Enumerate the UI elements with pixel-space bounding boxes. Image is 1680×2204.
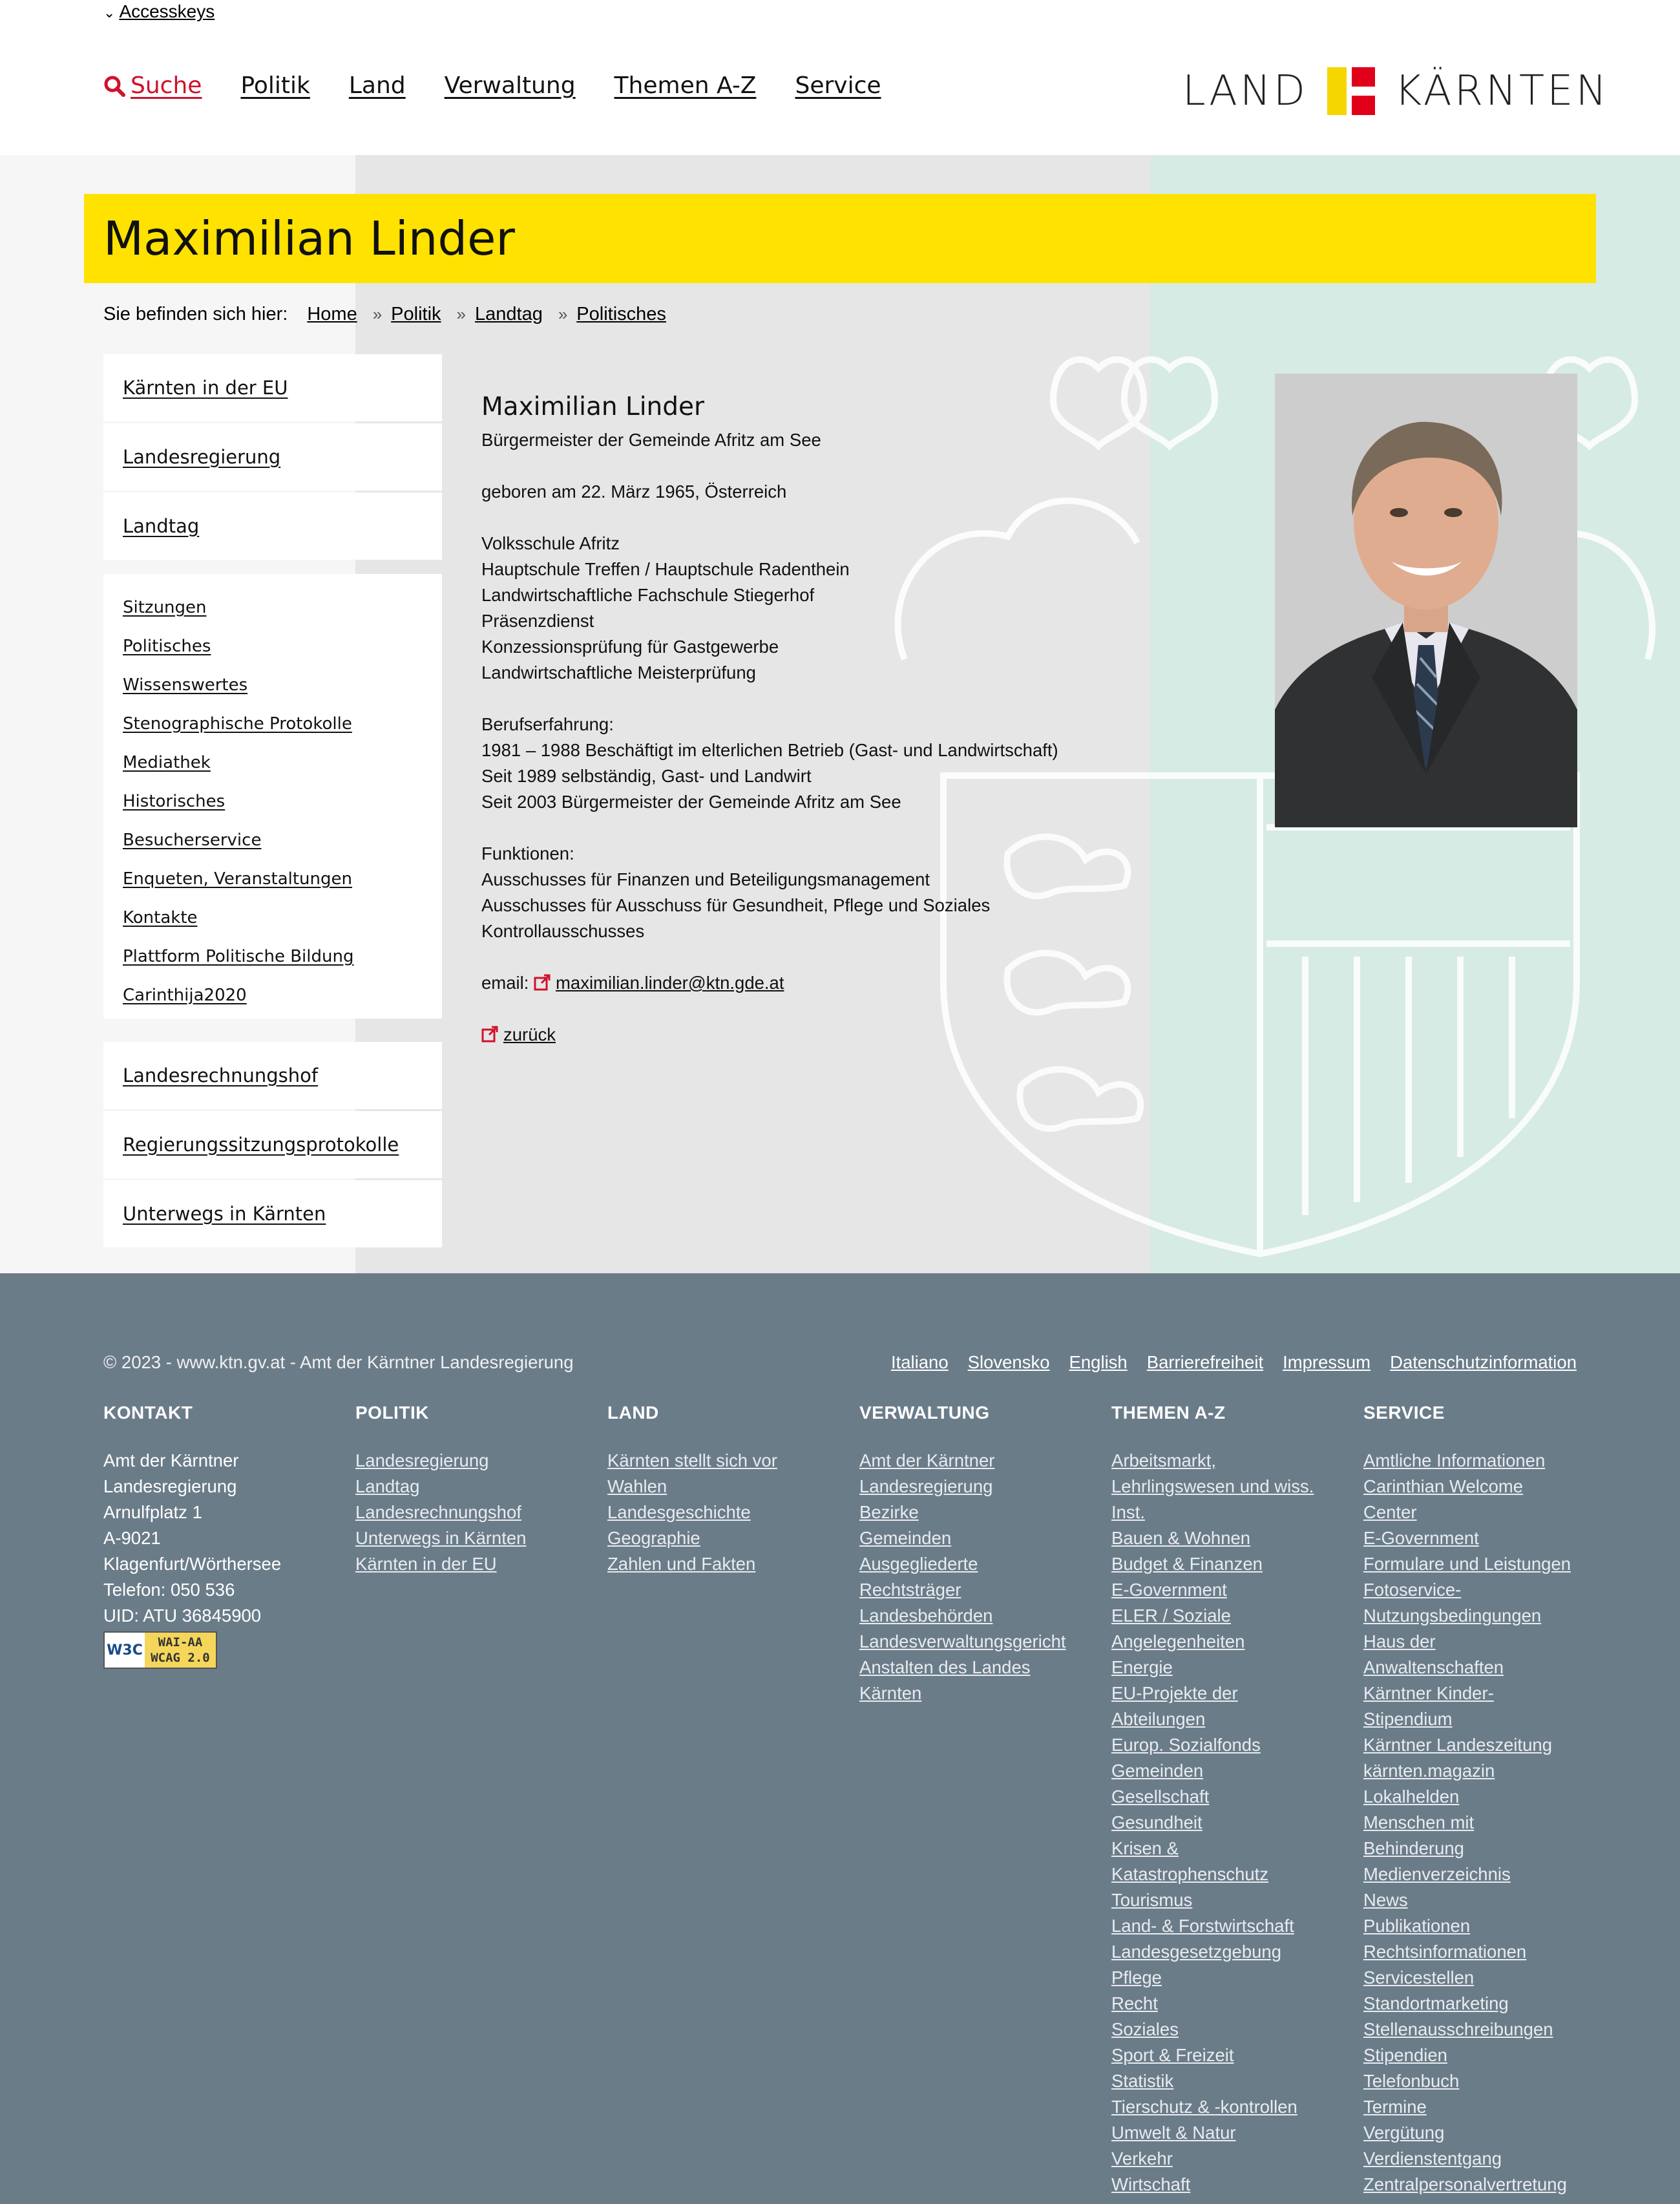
footer-column-service bbox=[1363, 1403, 1596, 2198]
sidebar-item-kaernten-in-der-eu[interactable]: Kärnten in der EU bbox=[103, 354, 442, 421]
profile-content bbox=[481, 391, 1244, 1074]
footer-link[interactable]: Zentralpersonalvertretung bbox=[1363, 2174, 1567, 2194]
footer-link[interactable]: Termine bbox=[1363, 2097, 1427, 2117]
sidebar-subitem-sitzungen[interactable]: Sitzungen bbox=[123, 598, 207, 617]
contact-line: Klagenfurt/Wörthersee bbox=[103, 1554, 282, 1574]
footer-link[interactable]: Verkehr bbox=[1111, 2148, 1173, 2168]
footer-link[interactable]: Lehrlingswesen und wiss. bbox=[1111, 1476, 1314, 1496]
footer-link[interactable]: Standortmarketing bbox=[1363, 1993, 1509, 2013]
profile-photo bbox=[1275, 374, 1577, 827]
footer-link-english[interactable]: English bbox=[1069, 1352, 1128, 1372]
wcag-badge[interactable] bbox=[103, 1631, 217, 1669]
footer-link[interactable]: EU-Projekte der bbox=[1111, 1683, 1238, 1703]
footer-link[interactable]: Kärntner Kinder- bbox=[1363, 1683, 1494, 1703]
sidebar-item-landesregierung[interactable]: Landesregierung bbox=[103, 423, 442, 491]
footer-link[interactable]: Unterwegs in Kärnten bbox=[355, 1528, 527, 1548]
footer-link[interactable]: Statistik bbox=[1111, 2071, 1174, 2091]
footer-link[interactable]: Zahlen und Fakten bbox=[607, 1554, 756, 1574]
footer-link[interactable]: Nutzungsbedingungen bbox=[1363, 1605, 1542, 1626]
footer-link[interactable]: Europ. Sozialfonds bbox=[1111, 1735, 1261, 1755]
sidebar-subitem-besucherservice[interactable]: Besucherservice bbox=[123, 831, 262, 850]
footer-link[interactable]: Rechtsinformationen bbox=[1363, 1942, 1527, 1962]
footer-link[interactable]: Geographie bbox=[607, 1528, 700, 1548]
footer-link[interactable]: Anwaltenschaften bbox=[1363, 1657, 1504, 1677]
footer-link[interactable]: Formulare und Leistungen bbox=[1363, 1554, 1571, 1574]
nav-verwaltung[interactable]: Verwaltung bbox=[444, 72, 576, 99]
sidebar-subitem-politisches[interactable]: Politisches bbox=[123, 637, 211, 656]
footer-heading-kontakt: KONTAKT bbox=[103, 1403, 193, 1423]
nav-service[interactable]: Service bbox=[795, 72, 881, 99]
contact-line: Arnulfplatz 1 bbox=[103, 1502, 202, 1522]
footer-link[interactable]: Haus der bbox=[1363, 1631, 1436, 1651]
footer-link[interactable]: E-Government bbox=[1111, 1580, 1227, 1600]
search-icon bbox=[103, 75, 125, 97]
footer-heading-service: SERVICE bbox=[1363, 1403, 1445, 1423]
profile-birth: geboren am 22. März 1965, Österreich bbox=[481, 482, 787, 502]
footer-heading-verwaltung: VERWALTUNG bbox=[859, 1403, 990, 1423]
function-item: Ausschusses für Finanzen und Beteiligungsmanagement bbox=[481, 869, 930, 889]
footer-link[interactable]: Carinthian Welcome bbox=[1363, 1476, 1524, 1496]
footer-link[interactable]: Kärnten bbox=[859, 1683, 922, 1703]
footer-link[interactable]: Kärnten in der EU bbox=[355, 1554, 497, 1574]
footer-link[interactable]: Behinderung bbox=[1363, 1838, 1464, 1858]
footer-link[interactable]: Bezirke bbox=[859, 1502, 919, 1522]
breadcrumb-separator-icon: » bbox=[456, 304, 466, 324]
footer-link[interactable]: Landesbehörden bbox=[859, 1605, 993, 1626]
sidebar-subitem-historisches[interactable]: Historisches bbox=[123, 792, 226, 811]
sidebar-item-landesrechnungshof[interactable]: Landesrechnungshof bbox=[103, 1042, 442, 1109]
footer-column-politik bbox=[355, 1403, 588, 1577]
footer-link[interactable]: Arbeitsmarkt, bbox=[1111, 1450, 1216, 1470]
footer-link-slovensko[interactable]: Slovensko bbox=[967, 1352, 1050, 1372]
breadcrumb-politisches[interactable]: Politisches bbox=[576, 304, 666, 324]
footer-link[interactable]: E-Government bbox=[1363, 1528, 1479, 1548]
logo-mark-icon bbox=[1327, 67, 1375, 115]
footer-link[interactable]: Verdienstentgang bbox=[1363, 2148, 1502, 2168]
sidebar-navigation bbox=[103, 354, 442, 1249]
footer-link[interactable]: Landesregierung bbox=[859, 1476, 993, 1496]
contact-line: Telefon: 050 536 bbox=[103, 1580, 235, 1600]
education-item: Volksschule Afritz bbox=[481, 533, 620, 553]
footer-link[interactable]: Tourismus bbox=[1111, 1890, 1193, 1910]
nav-search[interactable] bbox=[103, 72, 202, 99]
sidebar-subitem-enqueten[interactable]: Enqueten, Veranstaltungen bbox=[123, 869, 352, 889]
profile-education bbox=[481, 531, 1244, 686]
footer-link[interactable]: Stipendium bbox=[1363, 1709, 1453, 1729]
education-item: Hauptschule Treffen / Hauptschule Radenthein bbox=[481, 559, 850, 579]
footer-link[interactable]: Tierschutz & -kontrollen bbox=[1111, 2097, 1297, 2117]
sidebar-subitem-mediathek[interactable]: Mediathek bbox=[123, 753, 211, 772]
logo-text-left: LAND bbox=[1182, 67, 1308, 115]
breadcrumb-separator-icon: » bbox=[558, 304, 568, 324]
footer-column-land bbox=[607, 1403, 840, 1577]
footer-link[interactable]: Gesundheit bbox=[1111, 1812, 1202, 1832]
breadcrumb-landtag[interactable]: Landtag bbox=[475, 304, 543, 324]
footer-link[interactable]: Fotoservice- bbox=[1363, 1580, 1462, 1600]
footer-copyright: © 2023 - www.ktn.gv.at - Amt der Kärntner Landesregierung bbox=[103, 1352, 574, 1372]
sidebar-submenu-landtag bbox=[103, 574, 442, 1019]
footer-link[interactable]: Vergütung bbox=[1363, 2123, 1445, 2143]
footer-heading-themen: THEMEN A-Z bbox=[1111, 1403, 1226, 1423]
footer-link[interactable]: Sport & Freizeit bbox=[1111, 2045, 1234, 2065]
breadcrumb-label: Sie befinden sich hier: bbox=[103, 304, 288, 324]
education-item: Konzessionsprüfung für Gastgewerbe bbox=[481, 637, 779, 657]
back-row bbox=[481, 1022, 1244, 1048]
career-item: Seit 1989 selbständig, Gast- und Landwirt bbox=[481, 766, 812, 786]
footer-link[interactable]: Lokalhelden bbox=[1363, 1786, 1460, 1807]
footer-link[interactable]: Recht bbox=[1111, 1993, 1158, 2013]
footer-link-barrierefreiheit[interactable]: Barrierefreiheit bbox=[1146, 1352, 1264, 1372]
profile-career bbox=[481, 712, 1244, 815]
footer-link[interactable]: kärnten.magazin bbox=[1363, 1761, 1495, 1781]
nav-politik[interactable]: Politik bbox=[240, 72, 310, 99]
nav-search-label: Suche bbox=[131, 72, 202, 99]
footer-link[interactable]: Landesregierung bbox=[355, 1450, 489, 1470]
footer-link[interactable]: Landesverwaltungsgericht bbox=[859, 1631, 1066, 1651]
footer-link[interactable]: Publikationen bbox=[1363, 1916, 1471, 1936]
footer-link[interactable]: Center bbox=[1363, 1502, 1417, 1522]
education-item: Landwirtschaftliche Meisterprüfung bbox=[481, 662, 756, 683]
w3c-logo-icon: W3C bbox=[105, 1633, 145, 1668]
footer-link[interactable]: Menschen mit bbox=[1363, 1812, 1475, 1832]
footer-link[interactable]: Gesellschaft bbox=[1111, 1786, 1210, 1807]
profile-name: Maximilian Linder bbox=[481, 392, 705, 421]
footer-column-kontakt bbox=[103, 1403, 336, 1669]
email-link[interactable]: maximilian.linder@ktn.gde.at bbox=[556, 973, 784, 993]
contact-line: UID: ATU 36845900 bbox=[103, 1605, 262, 1626]
footer-link[interactable]: Servicestellen bbox=[1363, 1967, 1475, 1987]
footer-link-italiano[interactable]: Italiano bbox=[890, 1352, 949, 1372]
footer-column-verwaltung bbox=[859, 1403, 1092, 1706]
footer bbox=[0, 1273, 1680, 2204]
back-link[interactable]: zurück bbox=[503, 1024, 556, 1044]
footer-link[interactable]: Inst. bbox=[1111, 1502, 1145, 1522]
page-title: Maximilian Linder bbox=[103, 211, 515, 266]
sidebar-subitem-kontakte[interactable]: Kontakte bbox=[123, 908, 198, 927]
career-item: Seit 2003 Bürgermeister der Gemeinde Afritz am See bbox=[481, 792, 901, 812]
footer-link[interactable]: Telefonbuch bbox=[1363, 2071, 1460, 2091]
footer-link[interactable]: Angelegenheiten bbox=[1111, 1631, 1245, 1651]
footer-link[interactable]: News bbox=[1363, 1890, 1408, 1910]
career-heading: Berufserfahrung: bbox=[481, 714, 614, 734]
footer-link[interactable]: Soziales bbox=[1111, 2019, 1179, 2039]
sidebar-item-regierungssitzungsprotokolle[interactable]: Regierungssitzungsprotokolle bbox=[103, 1111, 442, 1178]
logo-text-right: KÄRNTEN bbox=[1394, 67, 1610, 115]
footer-link[interactable]: Abteilungen bbox=[1111, 1709, 1206, 1729]
email-label: email: bbox=[481, 973, 529, 993]
chevron-down-icon: ⌄ bbox=[103, 5, 116, 21]
profile-functions bbox=[481, 841, 1244, 944]
education-item: Präsenzdienst bbox=[481, 611, 594, 631]
sidebar-subitem-stenographische-protokolle[interactable]: Stenographische Protokolle bbox=[123, 714, 352, 734]
sidebar-item-unterwegs-in-kaernten[interactable]: Unterwegs in Kärnten bbox=[103, 1180, 442, 1247]
footer-link[interactable]: Amtliche Informationen bbox=[1363, 1450, 1546, 1470]
breadcrumb-politik[interactable]: Politik bbox=[391, 304, 441, 324]
footer-link[interactable]: Budget & Finanzen bbox=[1111, 1554, 1263, 1574]
footer-link[interactable]: Land- & Forstwirtschaft bbox=[1111, 1916, 1294, 1936]
footer-link[interactable]: Landesgesetzgebung bbox=[1111, 1942, 1282, 1962]
footer-link[interactable]: Krisen & bbox=[1111, 1838, 1179, 1858]
footer-link[interactable]: Wirtschaft bbox=[1111, 2174, 1191, 2194]
breadcrumb-home[interactable]: Home bbox=[307, 304, 357, 324]
footer-link[interactable]: Energie bbox=[1111, 1657, 1173, 1677]
footer-link[interactable]: Stipendien bbox=[1363, 2045, 1447, 2065]
career-item: 1981 – 1988 Beschäftigt im elterlichen Betrieb (Gast- und Landwirtschaft) bbox=[481, 740, 1058, 760]
footer-link[interactable]: Kärntner Landeszeitung bbox=[1363, 1735, 1553, 1755]
footer-heading-land: LAND bbox=[607, 1403, 659, 1423]
footer-link[interactable]: Bauen & Wohnen bbox=[1111, 1528, 1251, 1548]
main-navigation bbox=[103, 72, 881, 99]
wcag-level: WAI-AA WCAG 2.0 bbox=[145, 1633, 216, 1668]
footer-link-datenschutz[interactable]: Datenschutzinformation bbox=[1390, 1352, 1577, 1372]
footer-link[interactable]: Medienverzeichnis bbox=[1363, 1864, 1511, 1884]
footer-link[interactable]: Anstalten des Landes bbox=[859, 1657, 1031, 1677]
breadcrumb bbox=[103, 304, 666, 325]
logo-land-kaernten[interactable] bbox=[1182, 67, 1609, 115]
footer-heading-politik: POLITIK bbox=[355, 1403, 429, 1423]
functions-heading: Funktionen: bbox=[481, 843, 574, 864]
nav-land[interactable]: Land bbox=[348, 72, 406, 99]
footer-link[interactable]: Umwelt & Natur bbox=[1111, 2123, 1236, 2143]
footer-link[interactable]: Gemeinden bbox=[859, 1528, 952, 1548]
function-item: Kontrollausschusses bbox=[481, 921, 645, 941]
profile-role: Bürgermeister der Gemeinde Afritz am See bbox=[481, 430, 821, 450]
sidebar-subitem-carinthija2020[interactable]: Carinthija2020 bbox=[123, 986, 247, 1005]
sidebar-subitem-wissenswertes[interactable]: Wissenswertes bbox=[123, 675, 248, 695]
footer-links bbox=[891, 1352, 1577, 1373]
footer-link[interactable]: Rechtsträger bbox=[859, 1580, 961, 1600]
profile-email-row bbox=[481, 970, 1244, 996]
footer-link-impressum[interactable]: Impressum bbox=[1283, 1352, 1371, 1372]
footer-link[interactable]: Landtag bbox=[355, 1476, 420, 1496]
page-title-bar bbox=[84, 194, 1596, 283]
external-link-icon bbox=[481, 1026, 498, 1043]
contact-line: Landesregierung bbox=[103, 1476, 237, 1496]
function-item: Ausschusses für Ausschuss für Gesundheit, Pflege und Soziales bbox=[481, 895, 991, 915]
footer-link[interactable]: Gemeinden bbox=[1111, 1761, 1204, 1781]
footer-link[interactable]: ELER / Soziale bbox=[1111, 1605, 1231, 1626]
sidebar-subitem-plattform-politische-bildung[interactable]: Plattform Politische Bildung bbox=[123, 947, 354, 966]
footer-link[interactable]: Wahlen bbox=[607, 1476, 667, 1496]
footer-link[interactable]: Kärnten stellt sich vor bbox=[607, 1450, 777, 1470]
education-item: Landwirtschaftliche Fachschule Stiegerhof bbox=[481, 585, 815, 605]
footer-link[interactable]: Landesrechnungshof bbox=[355, 1502, 521, 1522]
contact-line: Amt der Kärntner bbox=[103, 1450, 239, 1470]
footer-link[interactable]: Pflege bbox=[1111, 1967, 1162, 1987]
footer-link[interactable]: Landesgeschichte bbox=[607, 1502, 751, 1522]
accesskeys-link[interactable]: ⌄ Accesskeys bbox=[103, 1, 215, 21]
footer-link[interactable]: Stellenausschreibungen bbox=[1363, 2019, 1553, 2039]
footer-link[interactable]: Amt der Kärntner bbox=[859, 1450, 995, 1470]
footer-link[interactable]: Katastrophenschutz bbox=[1111, 1864, 1269, 1884]
contact-line: A-9021 bbox=[103, 1528, 161, 1548]
sidebar-item-landtag[interactable]: Landtag bbox=[103, 493, 442, 560]
nav-themen-a-z[interactable]: Themen A-Z bbox=[614, 72, 757, 99]
footer-link[interactable]: Ausgegliederte bbox=[859, 1554, 978, 1574]
footer-column-themen bbox=[1111, 1403, 1344, 2198]
external-link-icon bbox=[534, 974, 551, 991]
breadcrumb-separator-icon: » bbox=[372, 304, 383, 324]
